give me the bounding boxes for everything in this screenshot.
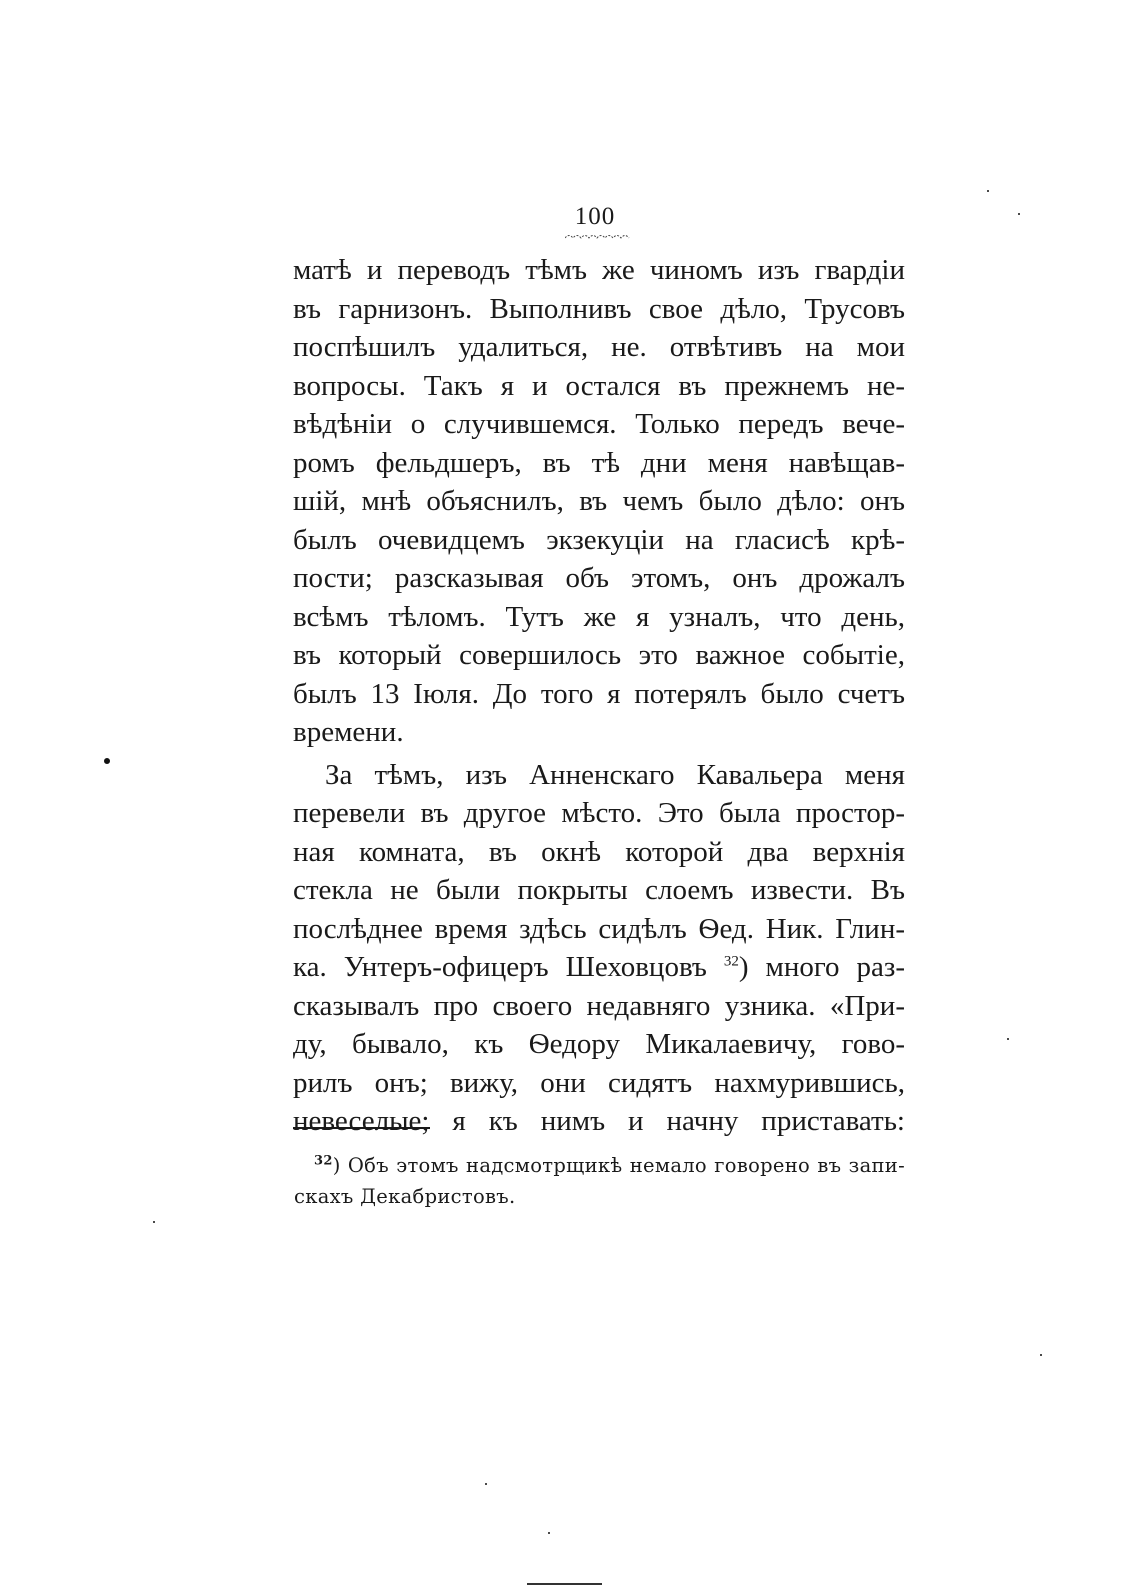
footnote-line bbox=[314, 1150, 905, 1181]
text-line: вѣдѣніи о случившемся. Только передъ вече- bbox=[293, 408, 905, 440]
page-number: 100 bbox=[574, 203, 616, 230]
footnote-rule bbox=[293, 1127, 430, 1129]
scan-speck bbox=[485, 1483, 487, 1485]
text-line: За тѣмъ, изъ Анненскаго Кавальера меня bbox=[325, 758, 905, 791]
text-line: рилъ онъ; вижу, они сидятъ нахмурившись, bbox=[293, 1066, 905, 1099]
footnote-line: скахъ Декабристовъ. bbox=[294, 1185, 516, 1208]
scan-speck bbox=[548, 1532, 550, 1534]
text-line: былъ 13 Іюля. До того я потерялъ было счетъ bbox=[293, 677, 905, 710]
body-text bbox=[293, 251, 905, 1141]
text-line-with-footnote bbox=[293, 948, 905, 987]
text-line: ная комната, въ окнѣ которой два верхнія bbox=[293, 835, 905, 868]
text-line: времени. bbox=[293, 716, 404, 748]
text-line: въ который совершилось это важное событіе, bbox=[293, 639, 905, 671]
page-number-ornament bbox=[565, 232, 630, 240]
footnote-reference: 32 bbox=[723, 953, 739, 970]
text-line: стекла не были покрыты слоемъ извести. Въ bbox=[293, 874, 905, 906]
footnote-text: ) Объ этомъ надсмотрщикѣ немало говорено въ запи- bbox=[332, 1154, 905, 1177]
footnote-mark: 32 bbox=[314, 1153, 333, 1169]
text-line: пости; разсказывая объ этомъ, онъ дрожалъ bbox=[293, 562, 905, 594]
scan-speck bbox=[104, 758, 110, 764]
scan-speck bbox=[1040, 1354, 1042, 1356]
text-line: невеселые; я къ нимъ и начну приставать: bbox=[293, 1105, 905, 1137]
scan-speck bbox=[1018, 213, 1020, 215]
text-line: матѣ и переводъ тѣмъ же чиномъ изъ гвардіи bbox=[293, 254, 905, 286]
text-line: шій, мнѣ объяснилъ, въ чемъ было дѣло: онъ bbox=[293, 485, 905, 517]
text-line: въ гарнизонъ. Выполнивъ свое дѣло, Трусовъ bbox=[293, 292, 905, 325]
footnote bbox=[294, 1150, 905, 1212]
text-line-part: ) много раз- bbox=[738, 951, 906, 983]
text-line: послѣднее время здѣсь сидѣлъ Ѳед. Ник. Глин- bbox=[293, 912, 905, 945]
text-line: ромъ фельдшеръ, въ тѣ дни меня навѣщав- bbox=[293, 446, 905, 479]
text-line: поспѣшилъ удалиться, не. отвѣтивъ на мои bbox=[293, 331, 905, 363]
text-line: вопросы. Такъ я и остался въ прежнемъ не- bbox=[293, 369, 905, 402]
scan-edge-mark bbox=[527, 1583, 602, 1585]
text-line: всѣмъ тѣломъ. Тутъ же я узналъ, что день, bbox=[293, 600, 905, 633]
text-line-part: ка. Унтеръ-офицеръ Шеховцовъ bbox=[293, 951, 707, 983]
scan-speck bbox=[1007, 1038, 1009, 1040]
text-line: сказывалъ про своего недавняго узника. «При- bbox=[293, 989, 905, 1022]
text-line: перевели въ другое мѣсто. Это была простор- bbox=[293, 797, 905, 829]
text-line: ду, бывало, къ Ѳедору Микалаевичу, гово- bbox=[293, 1028, 905, 1060]
scan-speck bbox=[987, 190, 989, 192]
text-line: былъ очевидцемъ экзекуціи на гласисѣ крѣ- bbox=[293, 523, 905, 556]
scan-speck bbox=[153, 1221, 155, 1223]
